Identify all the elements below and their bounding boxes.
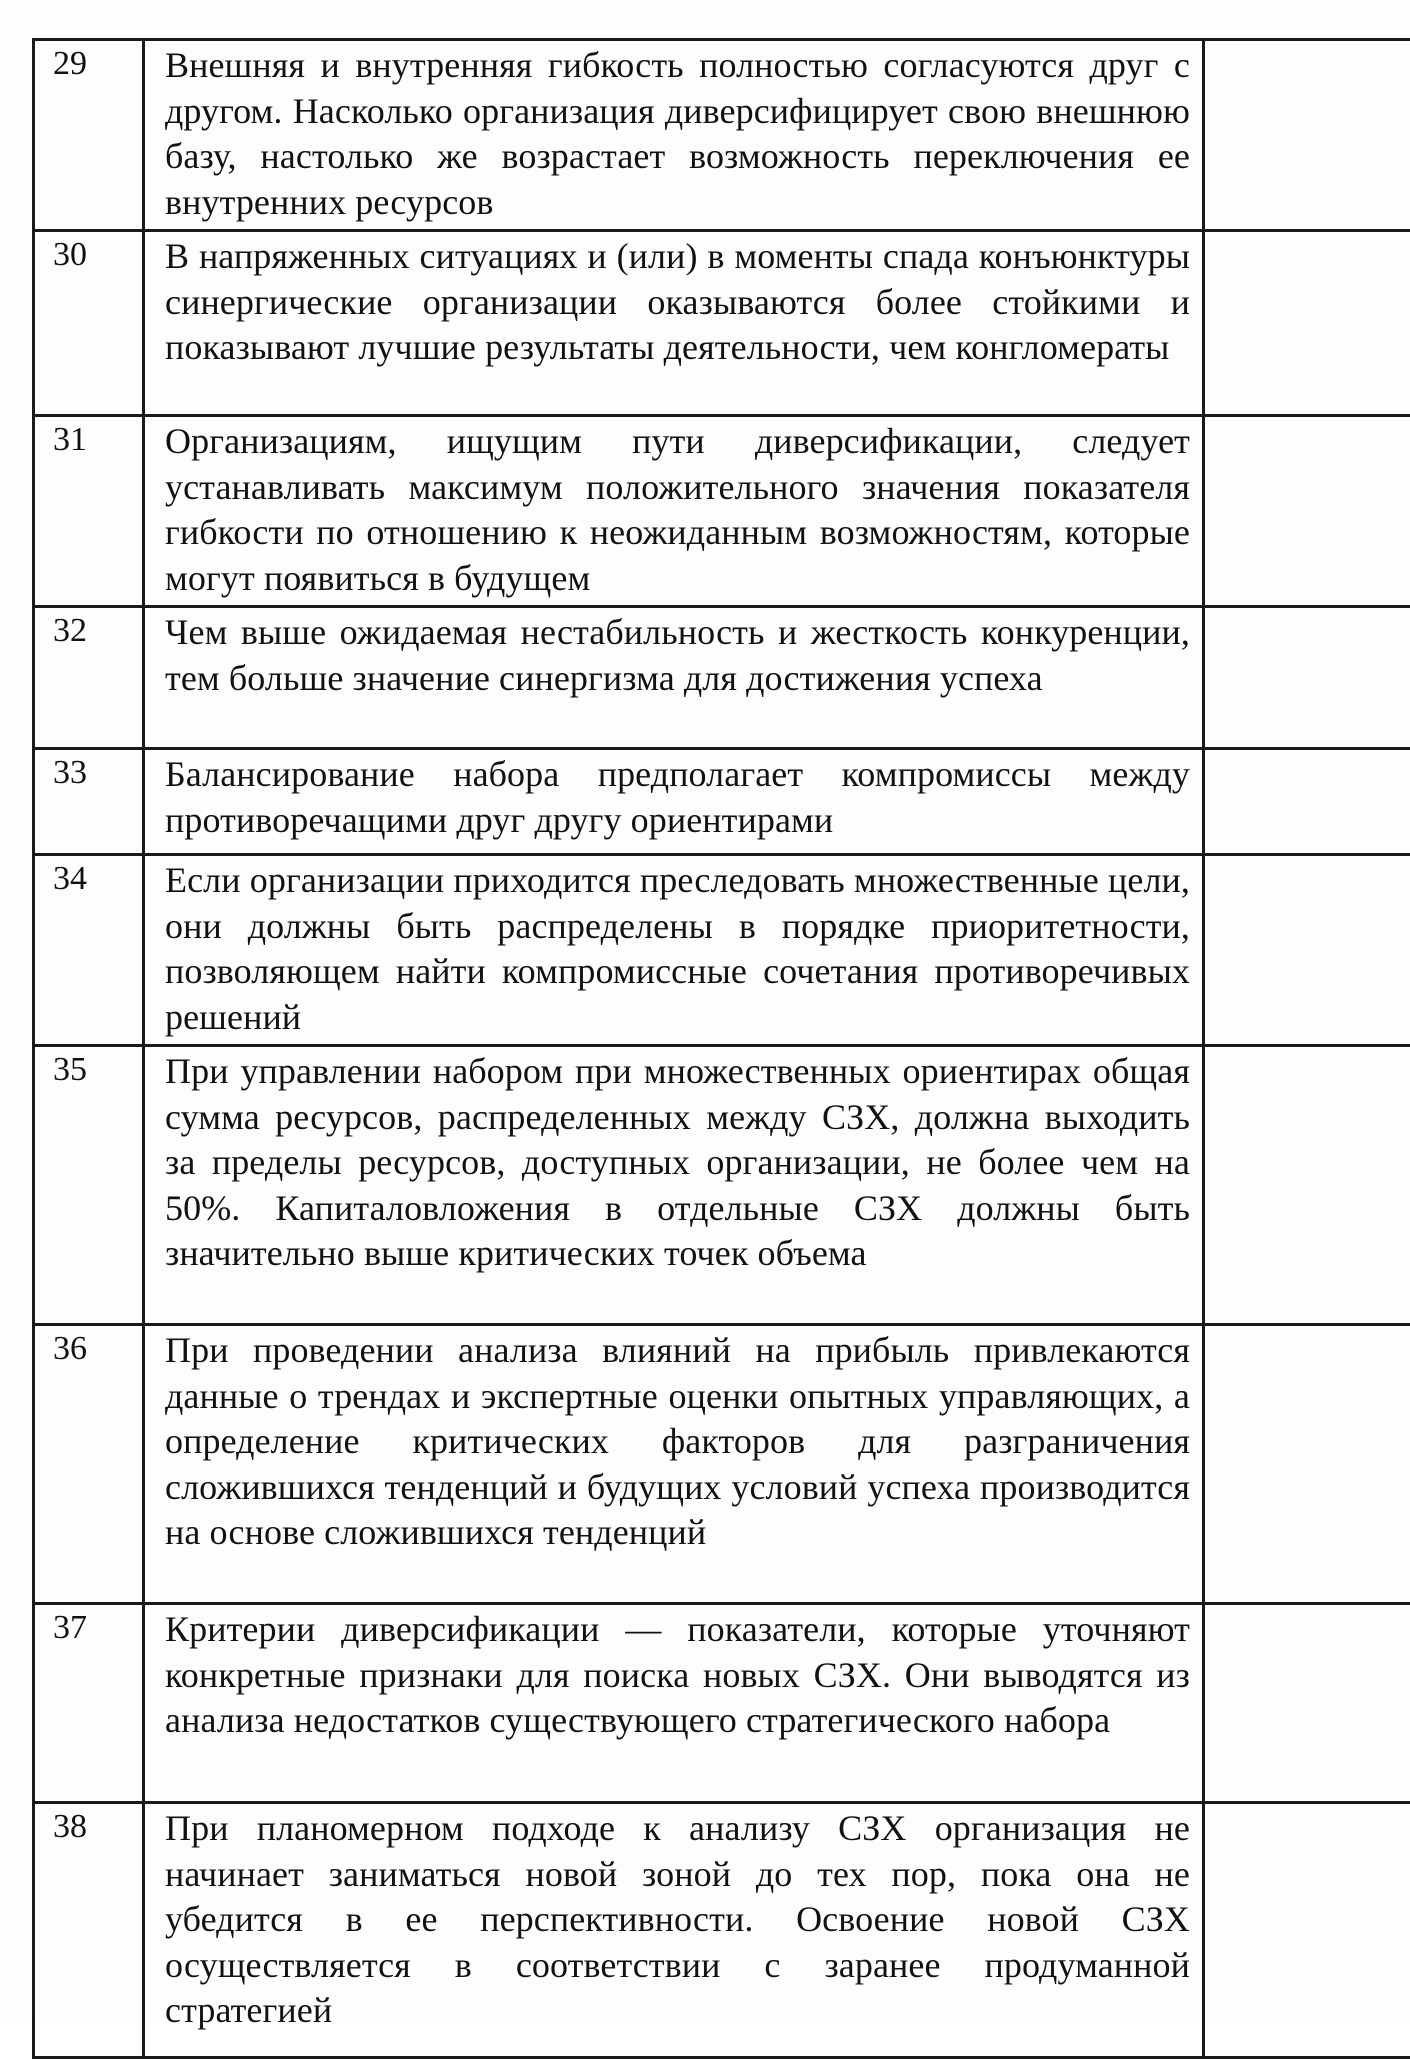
answer-cell [1204, 749, 1410, 855]
answer-cell [1204, 855, 1410, 1046]
answer-cell [1204, 416, 1410, 607]
row-number: 36 [34, 1325, 144, 1604]
statement-text: Критерии диверсификации — показатели, которые уточняют конкретные признаки для поиска новых СЗХ. Они выводятся из анализа недостатков существующего стратегического набора [144, 1604, 1204, 1803]
row-number: 32 [34, 607, 144, 749]
table-row [34, 1604, 1410, 1803]
answer-cell [1204, 1803, 1410, 2058]
statement-text: Организациям, ищущим пути диверсификации, следует устанавливать максимум положительного значения показателя гибкости по отношению к неожиданным возможностям, которые могут появиться в будущем [144, 416, 1204, 607]
answer-cell [1204, 607, 1410, 749]
statement-text: Если организации приходится преследовать множественные цели, они должны быть распределены в порядке приоритетности, позволяющем найти компромиссные сочетания противоречивых решений [144, 855, 1204, 1046]
row-number: 31 [34, 416, 144, 607]
table-row [34, 1046, 1410, 1325]
table-row [34, 749, 1410, 855]
statement-text: Чем выше ожидаемая нестабильность и жесткость конкуренции, тем больше значение синергизма для достижения успеха [144, 607, 1204, 749]
row-number: 35 [34, 1046, 144, 1325]
table-row [34, 40, 1410, 231]
statement-text: При проведении анализа влияний на прибыль привлекаются данные о трендах и экспертные оценки опытных управляющих, а определение критических факторов для разграничения сложившихся тенденций и будущих условий успеха производится на основе сложившихся тенденций [144, 1325, 1204, 1604]
statements-table [32, 38, 1410, 2059]
table-row [34, 1803, 1410, 2058]
answer-cell [1204, 40, 1410, 231]
table-row [34, 1325, 1410, 1604]
statement-text: В напряженных ситуациях и (или) в моменты спада конъюнктуры синергические организации оказываются более стойкими и показывают лучшие результаты деятельности, чем конгломераты [144, 231, 1204, 416]
statement-text: Балансирование набора предполагает компромиссы между противоречащими друг другу ориентирами [144, 749, 1204, 855]
statement-text: Внешняя и внутренняя гибкость полностью согласуются друг с другом. Насколько организация диверсифицирует свою внешнюю базу, настолько же возрастает возможность переключения ее внутренних ресурсов [144, 40, 1204, 231]
row-number: 33 [34, 749, 144, 855]
statement-text: При планомерном подходе к анализу СЗХ организация не начинает заниматься новой зоной до тех пор, пока она не убедится в ее перспективности. Освоение новой СЗХ осуществляется в соответствии с заранее продуманной стратегией [144, 1803, 1204, 2058]
table-row [34, 416, 1410, 607]
answer-cell [1204, 231, 1410, 416]
row-number: 30 [34, 231, 144, 416]
row-number: 37 [34, 1604, 144, 1803]
table-row [34, 231, 1410, 416]
table-row [34, 855, 1410, 1046]
table-row [34, 607, 1410, 749]
answer-cell [1204, 1604, 1410, 1803]
answer-cell [1204, 1046, 1410, 1325]
statement-text: При управлении набором при множественных ориентирах общая сумма ресурсов, распределенных между СЗХ, должна выходить за пределы ресурсов, доступных организации, не более чем на 50%. Капиталовложения в отдельные СЗХ должны быть значительно выше критических точек объема [144, 1046, 1204, 1325]
row-number: 34 [34, 855, 144, 1046]
row-number: 29 [34, 40, 144, 231]
answer-cell [1204, 1325, 1410, 1604]
row-number: 38 [34, 1803, 144, 2058]
